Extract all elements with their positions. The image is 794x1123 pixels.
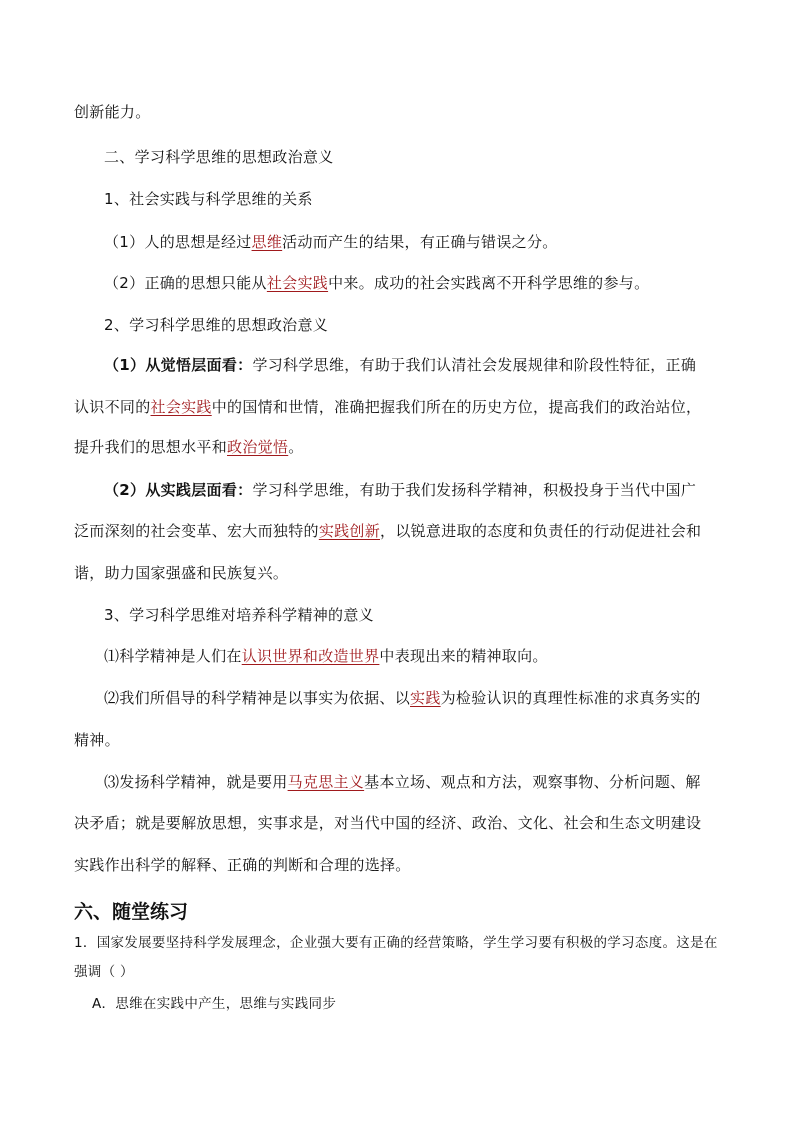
section-heading-2: 二、学习科学思维的思想政治意义: [104, 148, 334, 166]
spirit-item-1: ⑴科学精神是人们在认识世界和改造世界中表现出来的精神取向。: [104, 647, 548, 665]
spirit-item-3-line-3: 实践作出科学的解释、正确的判断和合理的选择。: [74, 856, 411, 874]
awareness-line-3: 提升我们的思想水平和政治觉悟。: [74, 438, 304, 456]
keyword: 马克思主义: [287, 773, 365, 791]
keyword: 社会实践: [150, 398, 212, 416]
spirit-item-2: ⑵我们所倡导的科学精神是以事实为依据、以实践为检验认识的真理性标准的求真务实的: [104, 689, 701, 707]
keyword: 实践创新: [318, 522, 381, 540]
practice-line-3: 谐，助力国家强盛和民族复兴。: [74, 564, 289, 582]
question-1-line-1: 1．国家发展要坚持科学发展理念，企业强大要有正确的经营策略，学生学习要有积极的学习态度。这是在: [74, 935, 718, 951]
subheading-3: 3、学习科学思维对培养科学精神的意义: [104, 606, 374, 624]
relation-item-2: （2）正确的思想只能从社会实践中来。成功的社会实践离不开科学思维的参与。: [104, 274, 650, 292]
relation-item-1: （1）人的思想是经过思维活动而产生的结果，有正确与错误之分。: [104, 233, 558, 251]
practice-line-1: （2）从实践层面看：学习科学思维，有助于我们发扬科学精神，积极投身于当代中国广: [104, 481, 697, 499]
subheading-1: 1、社会实践与科学思维的关系: [104, 190, 313, 208]
keyword: 社会实践: [266, 274, 329, 292]
question-1-line-2: 强调（ ）: [74, 964, 134, 980]
awareness-line-2: 认识不同的社会实践中的国情和世情，准确把握我们所在的历史方位，提高我们的政治站位，: [74, 398, 702, 416]
practice-line-2: 泛而深刻的社会变革、宏大而独特的实践创新，以锐意进取的态度和负责任的行动促进社会和: [74, 522, 702, 540]
paragraph-continuation: 创新能力。: [74, 103, 151, 121]
keyword: 认识世界和改造世界: [241, 647, 380, 665]
subheading-2: 2、学习科学思维的思想政治意义: [104, 316, 329, 334]
keyword: 政治觉悟: [227, 438, 289, 456]
spirit-item-3: ⑶发扬科学精神，就是要用马克思主义基本立场、观点和方法，观察事物、分析问题、解: [104, 773, 701, 791]
section-6-title: 六、随堂练习: [74, 901, 189, 923]
keyword: 思维: [251, 233, 283, 251]
spirit-item-3-line-2: 决矛盾；就是要解放思想，实事求是，对当代中国的经济、政治、文化、社会和生态文明建设: [74, 814, 702, 832]
keyword: 实践: [410, 689, 441, 707]
spirit-item-2-cont: 精神。: [74, 731, 120, 749]
awareness-line-1: （1）从觉悟层面看：学习科学思维，有助于我们认清社会发展规律和阶段性特征，正确: [104, 356, 697, 374]
question-1-option-a[interactable]: A．思维在实践中产生，思维与实践同步: [92, 996, 337, 1012]
